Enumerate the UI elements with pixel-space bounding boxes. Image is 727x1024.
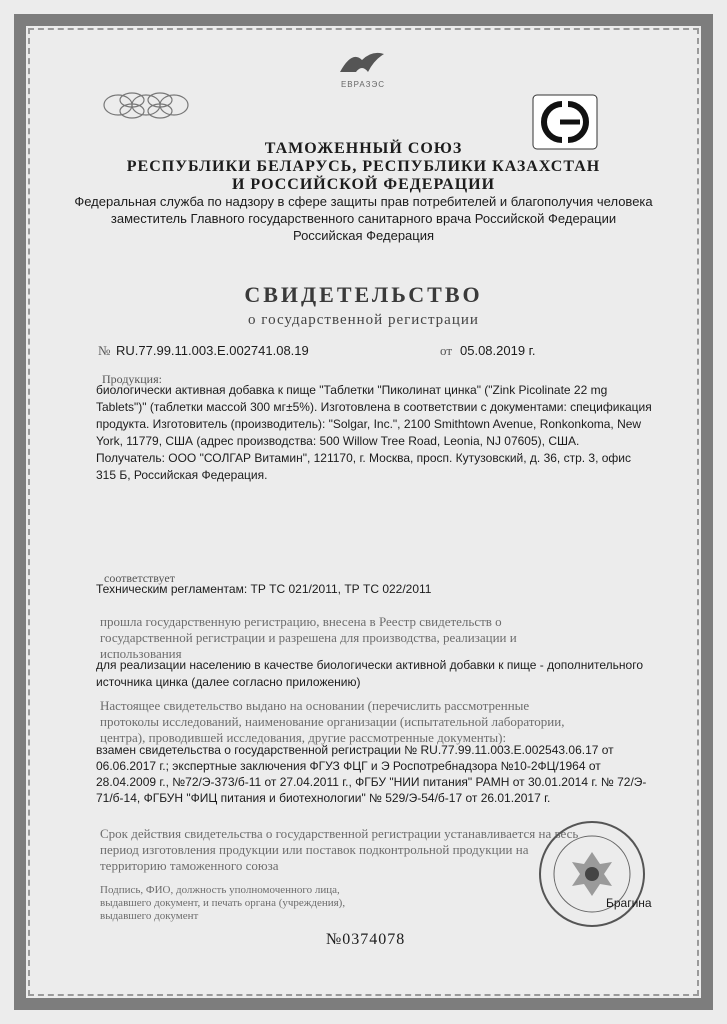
registration-statement [100,614,660,662]
emblem-caption: ЕВРАЗЭС [340,80,386,89]
official-seal [536,818,648,930]
certificate-number: RU.77.99.11.003.E.002741.08.19 [116,343,309,358]
emblem-icon [332,46,392,80]
basis-line: 71/б-14, ФГБУН "ФИЦ питания и биотехнологии" № 529/Э-54/б-17 от 26.01.2017 г. [96,791,551,805]
signature-label-line: Подпись, ФИО, должность уполномоченного лица, [100,884,340,896]
statement-line: прошла государственную регистрацию, внесена в Реестр свидетельств о [100,614,502,629]
usage-text [96,657,656,691]
basis-line: 28.04.2009 г., №72/Э-373/б-11 от 27.04.2011 г., ФГБУ "НИИ питания" РАМН от 30.01.2014 г. № 72/Э- [96,775,647,789]
seal-icon [536,818,648,930]
basis-line: 06.06.2017 г.; экспертные заключения ФГУЗ ФЦГ и Э Роспотребнадзора №10-2ФЦ/1964 от [96,759,601,773]
compliance-text: Техническим регламентам: ТР ТС 021/2011, ТР ТС 022/2011 [96,582,432,596]
ornament-icon [98,84,194,126]
basis-label-line: Настоящее свидетельство выдано на основании (перечислить рассмотренные [100,698,530,713]
basis-label-line: протоколы исследований, наименование организации (испытательной лаборатории, [100,714,565,729]
eurasian-emblem [332,46,392,80]
validity-line: Срок действия свидетельства о государственной регистрации устанавливается на весь [100,826,579,841]
validity-line: период изготовления продукции или поставок подконтрольной продукции на [100,842,529,857]
validity-line: территорию таможенного союза [100,858,279,873]
product-label: Продукция: [102,372,162,386]
number-label: № [98,343,111,358]
document-title: СВИДЕТЕЛЬСТВО [244,282,483,307]
product-line: 315 Б, Российская Федерация. [96,468,268,482]
product-line: Получатель: ООО "СОЛГАР Витамин", 121170, г. Москва, просп. Кутузовский, д. 36, стр. 3, офис [96,451,632,465]
signature-label-line: выдавшего документ [100,910,199,922]
signature-label [100,884,420,923]
product-description [96,382,656,484]
product-line: продукта. Изготовитель (производитель): "Solgar, Inc.", 2100 Smithtown Avenue, Ronkonkoma, New [96,417,642,431]
statement-line: государственной регистрации и разрешена для производства, реализации и [100,630,517,645]
date-label: от [440,343,453,358]
product-line: биологически активная добавка к пище "Таблетки "Пиколинат цинка" ("Zink Picolinate 22 mg [96,383,608,397]
usage-line: для реализации населению в качестве биологически активной добавки к пище - дополнительного [96,658,643,672]
authority-line-1: Федеральная служба по надзору в сфере защиты прав потребителей и благополучия человека [74,194,653,209]
header-line-3: И РОССИЙСКОЙ ФЕДЕРАЦИИ [231,176,496,193]
form-number: №0374078 [326,931,406,948]
basis-label-line: центра), проводившей исследования, другие рассмотренные документы): [100,730,507,745]
signature-label-line: выдавшего документ, и печать органа (учреждения), [100,897,346,909]
signer-name: Брагина [606,896,652,910]
compliance-label: соответствует [104,571,175,585]
authority-line-3: Российская Федерация [292,228,435,243]
product-line: Tablets")" (таблетки массой 300 мг±5%). Изготовлена в соответствии с документами: спецификация [96,400,652,414]
basis-label [100,698,660,746]
authority-line-2: заместитель Главного государственного санитарного врача Российской Федерации [110,211,617,226]
product-line: York, 11779, США (адрес производства: 500 Willow Tree Road, Leonia, NJ 07605), США. [96,434,580,448]
usage-line: источника цинка (далее согласно приложению) [96,675,361,689]
basis-text [96,742,666,806]
header-line-2: РЕСПУБЛИКИ БЕЛАРУСЬ, РЕСПУБЛИКИ КАЗАХСТАН [126,158,601,175]
basis-line: взамен свидетельства о государственной регистрации № RU.77.99.11.003.E.002543.06.17 от [96,743,614,757]
header-line-1: ТАМОЖЕННЫЙ СОЮЗ [264,140,463,157]
certificate-date: 05.08.2019 г. [460,343,536,358]
statement-line: использования [100,646,182,661]
document-subtitle: о государственной регистрации [248,312,479,328]
